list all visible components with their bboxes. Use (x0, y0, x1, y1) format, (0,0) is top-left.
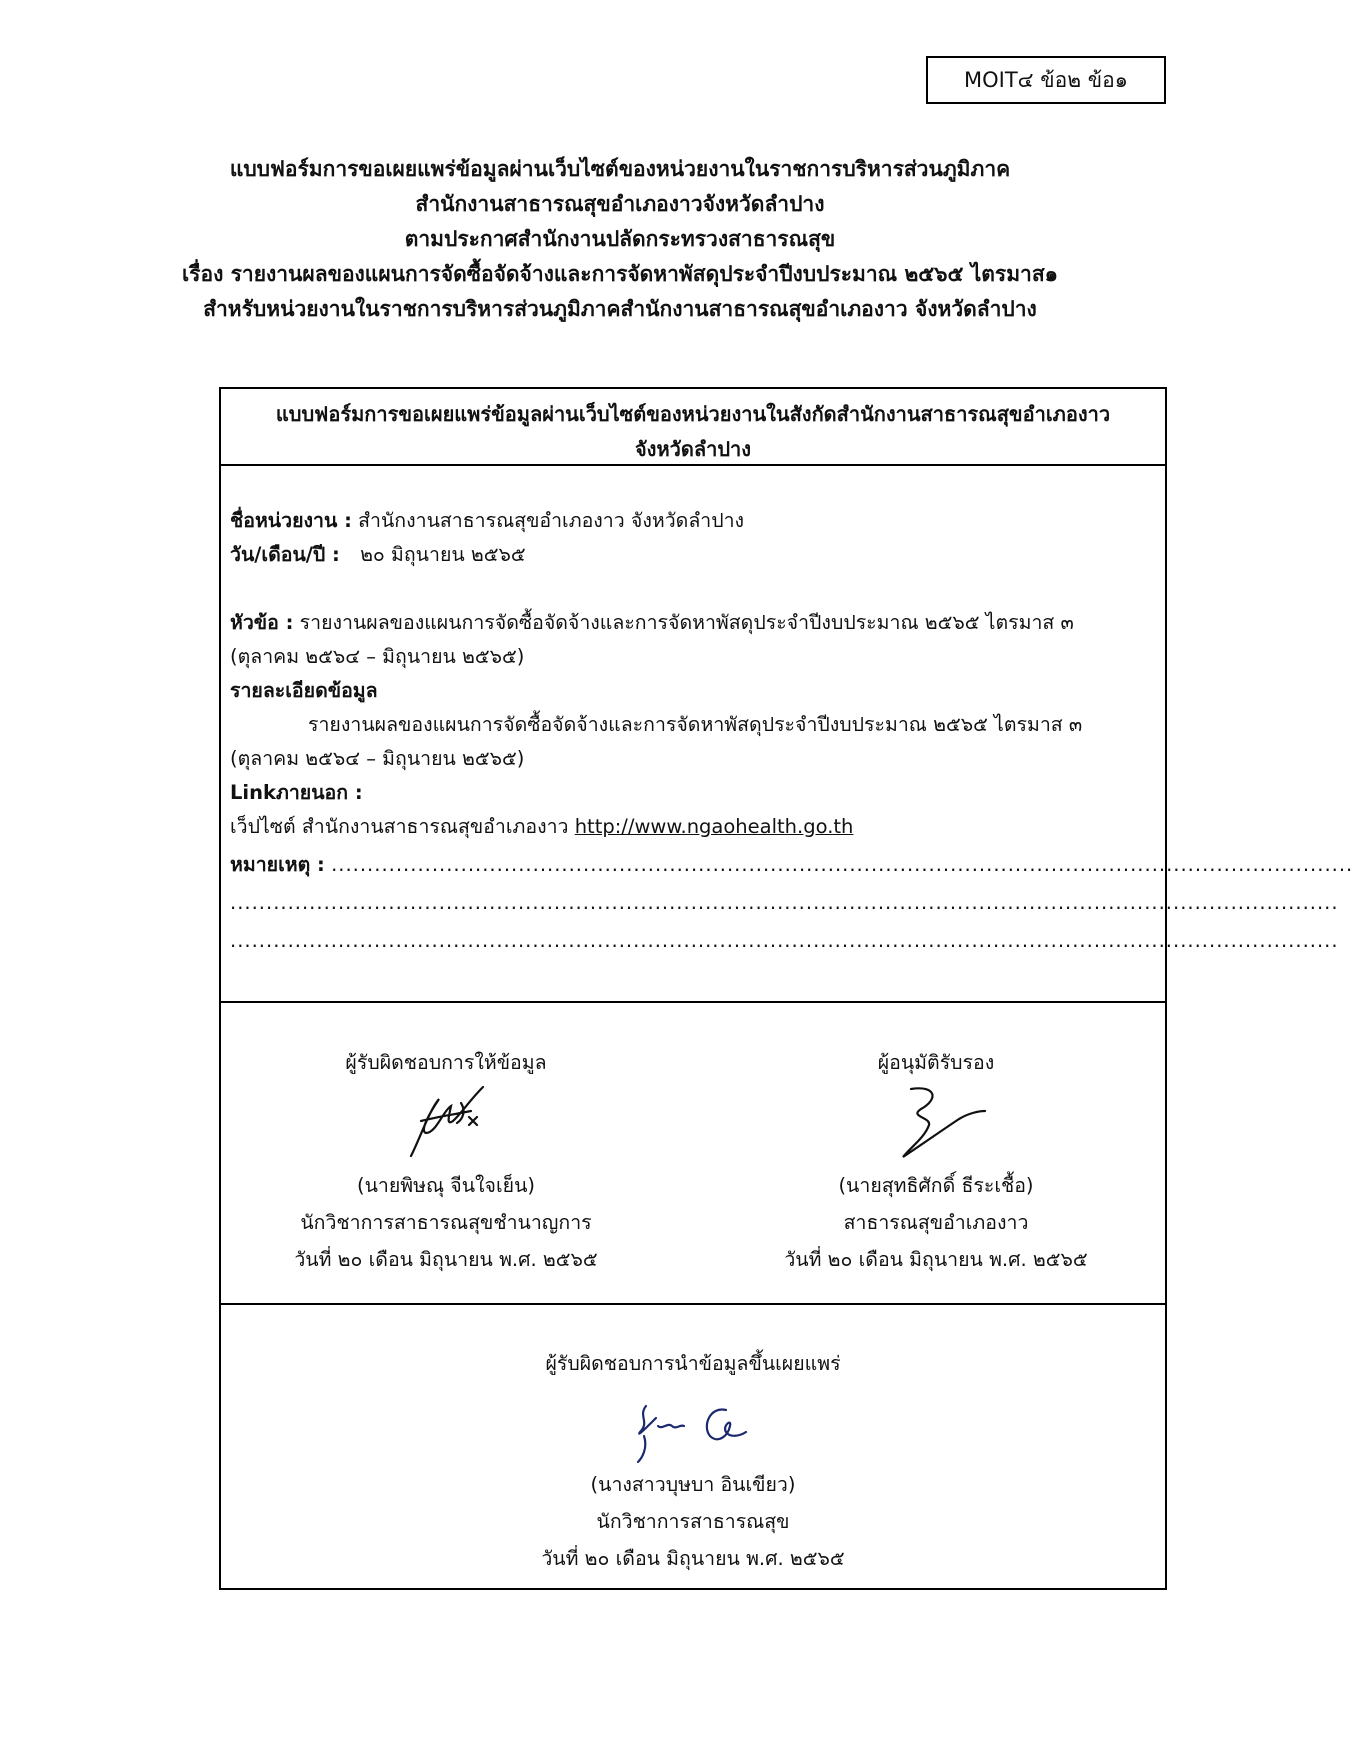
remark-dots-1: .............................................................................................................................................. (331, 853, 1353, 876)
date-label: วัน/เดือน/ปี : (230, 543, 340, 566)
divider-signatures (221, 1303, 1165, 1305)
detail-continuation: (ตุลาคม ๒๕๖๔ – มิถุนายน ๒๕๖๕) (230, 747, 525, 770)
topic-value: รายงานผลของแผนการจัดซื้อจัดจ้างและการจัดหาพัสดุประจำปีงบประมาณ ๒๕๖๕ ไตรมาส ๓ (299, 611, 1074, 634)
header-line-3: ตามประกาศสำนักงานปลัดกระทรวงสาธารณสุข (404, 227, 836, 251)
provider-name: (นายพิษณุ จีนใจเย็น) (356, 1174, 536, 1197)
detail-label: รายละเอียดข้อมูล (230, 679, 378, 702)
header-line-1: แบบฟอร์มการขอเผยแพร่ข้อมูลผ่านเว็บไซต์ของหน่วยงานในราชการบริหารส่วนภูมิภาค (229, 157, 1011, 181)
form-frame (219, 387, 1353, 1590)
publisher-position: นักวิชาการสาธารณสุข (596, 1510, 790, 1533)
date-row (230, 538, 1155, 572)
form-title-line-2: จังหวัดลำปาง (634, 437, 752, 461)
website-link[interactable]: http://www.ngaohealth.go.th (574, 815, 854, 838)
publisher-date: วันที่ ๒๐ เดือน มิถุนายน พ.ศ. ๒๕๖๕ (541, 1547, 845, 1570)
form-details (230, 504, 1353, 958)
header-line-2: สำนักงานสาธารณสุขอำเภองาวจังหวัดลำปาง (415, 192, 825, 216)
publisher-signature-block (221, 1345, 1165, 1577)
topic-label: หัวข้อ : (230, 611, 294, 634)
divider-title (221, 464, 1165, 466)
form-title (221, 397, 1165, 467)
approver-signature-image (881, 1081, 991, 1161)
publisher-name: (นางสาวบุษบา อินเขียว) (590, 1473, 796, 1496)
link-label: Linkภายนอก : (230, 781, 363, 804)
remark-label: หมายเหตุ : (230, 853, 325, 876)
provider-date: วันที่ ๒๐ เดือน มิถุนายน พ.ศ. ๒๕๖๕ (294, 1248, 598, 1271)
form-title-line-1: แบบฟอร์มการขอเผยแพร่ข้อมูลผ่านเว็บไซต์ของหน่วยงานในสังกัดสำนักงานสาธารณสุขอำเภองาว (275, 402, 1111, 426)
provider-signature-image (391, 1081, 501, 1161)
topic-row (230, 606, 1155, 640)
agency-label: ชื่อหน่วยงาน : (230, 509, 352, 532)
agency-value: สำนักงานสาธารณสุขอำเภองาว จังหวัดลำปาง (358, 509, 745, 532)
approver-role: ผู้อนุมัติรับรอง (877, 1051, 995, 1074)
approver-position: สาธารณสุขอำเภองาว (843, 1211, 1029, 1234)
topic-continuation: (ตุลาคม ๒๕๖๔ – มิถุนายน ๒๕๖๕) (230, 645, 525, 668)
approver-signature-block (726, 1044, 1146, 1278)
provider-position: นักวิชาการสาธารณสุขชำนาญการ (300, 1211, 592, 1234)
approver-date: วันที่ ๒๐ เดือน มิถุนายน พ.ศ. ๒๕๖๕ (784, 1248, 1088, 1271)
remark-dots-3: .......................................................................................................................................................... (230, 929, 1339, 952)
link-row (230, 810, 1155, 844)
detail-value: รายงานผลของแผนการจัดซื้อจัดจ้างและการจัดหาพัสดุประจำปีงบประมาณ ๒๕๖๕ ไตรมาส ๓ (308, 713, 1083, 736)
link-prefix: เว็ปไซต์ สำนักงานสาธารณสุขอำเภองาว (230, 815, 569, 838)
header-line-4: เรื่อง รายงานผลของแผนการจัดซื้อจัดจ้างและการจัดหาพัสดุประจำปีงบประมาณ ๒๕๖๕ ไตรมาส๑ (182, 262, 1058, 286)
document-header (0, 152, 1240, 327)
publisher-role: ผู้รับผิดชอบการนำข้อมูลขึ้นเผยแพร่ (545, 1352, 841, 1375)
date-value: ๒๐ มิถุนายน ๒๕๖๕ (360, 543, 526, 566)
header-line-5: สำหรับหน่วยงานในราชการบริหารส่วนภูมิภาคสำนักงานสาธารณสุขอำเภองาว จังหวัดลำปาง (203, 297, 1037, 321)
provider-role: ผู้รับผิดชอบการให้ข้อมูล (345, 1051, 547, 1074)
document-code-box: MOIT๔ ข้อ๒ ข้อ๑ (926, 56, 1166, 104)
provider-signature-block (236, 1044, 656, 1278)
remark-row (230, 848, 1353, 882)
publisher-signature-image (618, 1396, 768, 1466)
remark-dots-2: .......................................................................................................................................................... (230, 891, 1339, 914)
agency-row (230, 504, 1155, 538)
approver-name: (นายสุทธิศักดิ์ ธีระเชื้อ) (838, 1174, 1034, 1197)
divider-details (221, 1001, 1165, 1003)
